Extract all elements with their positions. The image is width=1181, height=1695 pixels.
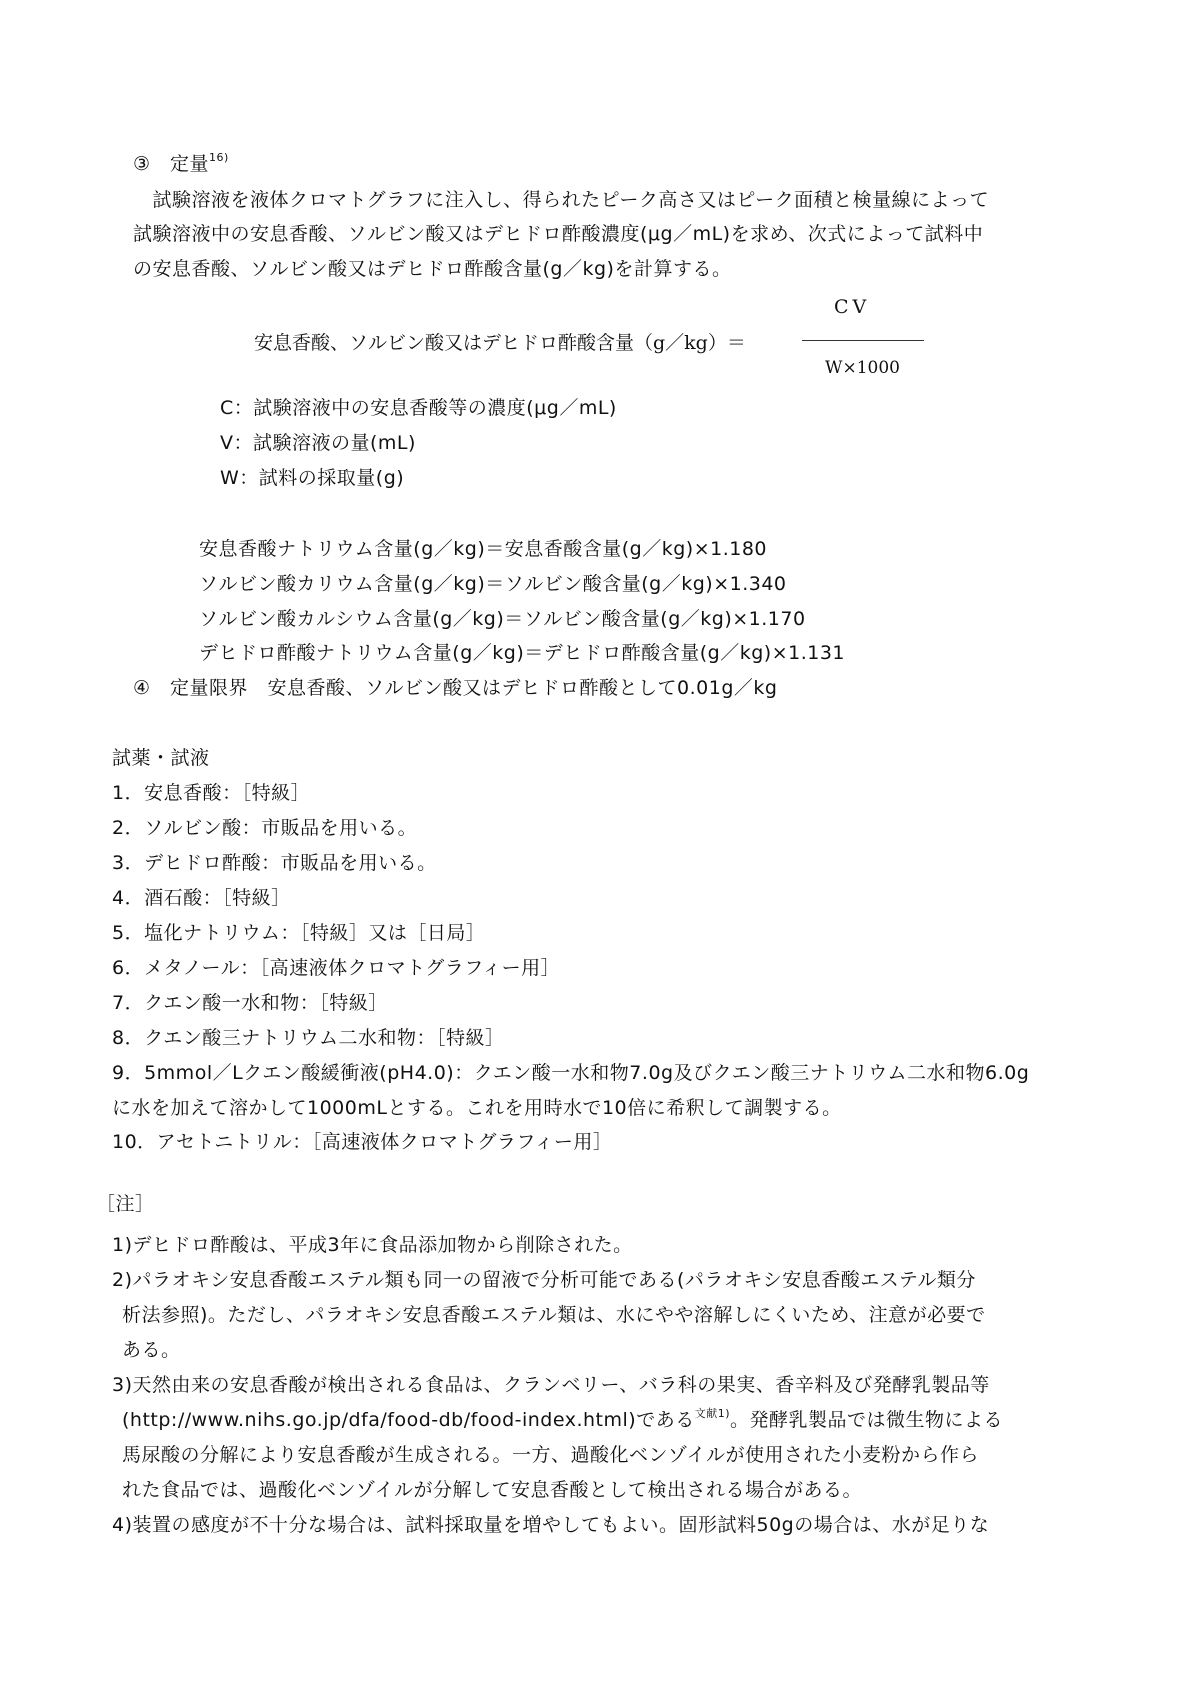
paragraph-line: の安息香酸、ソルビン酸又はデヒドロ酢酸含量(g／kg)を計算する。 [133,258,732,280]
formula-image [252,294,924,384]
conversion-line: ソルビン酸カルシウム含量(g／kg)＝ソルビン酸含量(g／kg)×1.170 [199,608,806,630]
reagent-item: 5．塩化ナトリウム：［特級］又は［日局］ [112,922,486,944]
section-heading-quantification [133,152,229,176]
note-line: 析法参照)。ただし、パラオキシ安息香酸エステル類は、水にやや溶解しにくいため、注意が必要で [122,1304,986,1326]
reagent-item: 2．ソルビン酸：市販品を用いる。 [112,817,418,839]
note-line: れた食品では、過酸化ベンゾイルが分解して安息香酸として検出される場合がある。 [122,1479,863,1501]
reagents-heading: 試薬・試液 [112,747,210,769]
reagent-item: 4．酒石酸：［特級］ [112,887,291,909]
paragraph-line: 試験溶液中の安息香酸、ソルビン酸又はデヒドロ酢酸濃度(μg／mL)を求め、次式によって試料中 [133,223,984,245]
reagent-item: 8．クエン酸三ナトリウム二水和物：［特級］ [112,1027,505,1049]
paragraph-line: 試験溶液を液体クロマトグラフに注入し、得られたピーク高さ又はピーク面積と検量線によって [133,189,990,211]
reagent-item: 1．安息香酸：［特級］ [112,782,311,804]
conversion-line: 安息香酸ナトリウム含量(g／kg)＝安息香酸含量(g／kg)×1.180 [199,538,768,560]
note-text: 。発酵乳製品では微生物による [730,1409,1004,1431]
heading-text: ③ 定量 [133,153,210,175]
note-line: 3)天然由来の安息香酸が検出される食品は、クランベリー、バラ科の果実、香辛料及び発酵乳製品等 [112,1374,990,1396]
note-line: 馬尿酸の分解により安息香酸が生成される。一方、過酸化ベンゾイルが使用された小麦粉から作ら [122,1444,980,1466]
reagent-item-continued: に水を加えて溶かして1000mLとする。これを用時水で10倍に希釈して調製する。 [112,1097,842,1119]
variable-definition: W：試料の採取量(g) [220,467,405,489]
formula-numerator: CV [834,296,871,318]
reagent-item: 3．デヒドロ酢酸：市販品を用いる。 [112,852,437,874]
note-line: ある。 [122,1339,181,1361]
reagent-item: 7．クエン酸一水和物：［特級］ [112,992,388,1014]
conversion-line: デヒドロ酢酸ナトリウム含量(g／kg)＝デヒドロ酢酸含量(g／kg)×1.131 [199,642,846,664]
reagent-item: 9．5mmol／Lクエン酸緩衝液(pH4.0)：クエン酸一水和物7.0g及びクエン酸三ナトリウム二水和物6.0g [112,1062,1030,1084]
formula-denominator: W×1000 [825,358,900,378]
reagent-item: 10．アセトニトリル：［高速液体クロマトグラフィー用］ [112,1131,613,1153]
notes-heading: ［注］ [96,1193,155,1215]
conversion-line: ソルビン酸カリウム含量(g／kg)＝ソルビン酸含量(g／kg)×1.340 [199,573,787,595]
note-line: 1)デヒドロ酢酸は、平成3年に食品添加物から削除された。 [112,1234,633,1256]
variable-definition: C：試験溶液中の安息香酸等の濃度(μg／mL) [220,397,617,419]
variable-definition: V：試験溶液の量(mL) [220,432,416,454]
literature-reference: 文献1) [694,1407,730,1420]
fraction-bar [802,340,924,341]
note-line: 4)装置の感度が不十分な場合は、試料採取量を増やしてもよい。固形試料50gの場合は、水が足りな [112,1514,990,1536]
note-url-text: (http://www.nihs.go.jp/dfa/food-db/food-index.html)である [122,1409,695,1431]
reference-superscript: 16) [209,151,229,164]
quantification-limit: ④ 定量限界 安息香酸、ソルビン酸又はデヒドロ酢酸として0.01g／kg [133,677,778,699]
note-line-with-url [122,1408,1003,1432]
reagent-item: 6．メタノール：［高速液体クロマトグラフィー用］ [112,957,561,979]
formula-lhs: 安息香酸、ソルビン酸又はデヒドロ酢酸含量（g／kg）＝ [254,332,746,354]
note-line: 2)パラオキシ安息香酸エステル類も同一の留液で分析可能である(パラオキシ安息香酸エステル類分 [112,1269,976,1291]
